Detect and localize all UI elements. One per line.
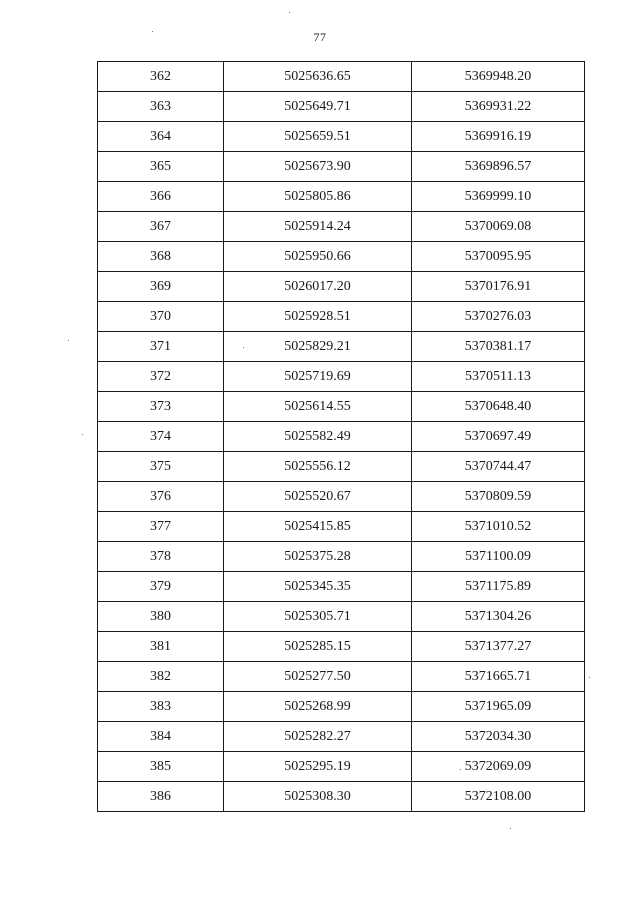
point-number-cell: 372 [98, 362, 224, 392]
y-coordinate-cell: 5369931.22 [412, 92, 585, 122]
y-coordinate-cell: 5369999.10 [412, 182, 585, 212]
scan-speck [152, 31, 153, 32]
table-body [98, 62, 585, 812]
y-coordinate-cell: 5370069.08 [412, 212, 585, 242]
y-coordinate-cell: 5371100.09 [412, 542, 585, 572]
y-coordinate-cell: 5371377.27 [412, 632, 585, 662]
table-row [98, 362, 585, 392]
y-coordinate-cell: 5369948.20 [412, 62, 585, 92]
x-coordinate-cell: 5025345.35 [224, 572, 412, 602]
point-number-cell: 363 [98, 92, 224, 122]
point-number-cell: 365 [98, 152, 224, 182]
y-coordinate-cell: 5370744.47 [412, 452, 585, 482]
point-number-cell: 385 [98, 752, 224, 782]
y-coordinate-cell: 5371965.09 [412, 692, 585, 722]
y-coordinate-cell: 5372069.09 [412, 752, 585, 782]
y-coordinate-cell: 5371665.71 [412, 662, 585, 692]
y-coordinate-cell: 5369896.57 [412, 152, 585, 182]
point-number-cell: 373 [98, 392, 224, 422]
x-coordinate-cell: 5025928.51 [224, 302, 412, 332]
x-coordinate-cell: 5025375.28 [224, 542, 412, 572]
x-coordinate-cell: 5025282.27 [224, 722, 412, 752]
scan-speck [243, 347, 244, 348]
x-coordinate-cell: 5025636.65 [224, 62, 412, 92]
point-number-cell: 378 [98, 542, 224, 572]
table-row [98, 302, 585, 332]
table-row [98, 62, 585, 92]
table-row [98, 272, 585, 302]
point-number-cell: 368 [98, 242, 224, 272]
point-number-cell: 367 [98, 212, 224, 242]
point-number-cell: 379 [98, 572, 224, 602]
table-row [98, 722, 585, 752]
x-coordinate-cell: 5025582.49 [224, 422, 412, 452]
x-coordinate-cell: 5025950.66 [224, 242, 412, 272]
y-coordinate-cell: 5371304.26 [412, 602, 585, 632]
table-row [98, 242, 585, 272]
x-coordinate-cell: 5025295.19 [224, 752, 412, 782]
coordinates-table [97, 61, 585, 812]
point-number-cell: 375 [98, 452, 224, 482]
point-number-cell: 382 [98, 662, 224, 692]
y-coordinate-cell: 5370809.59 [412, 482, 585, 512]
table-row [98, 782, 585, 812]
point-number-cell: 380 [98, 602, 224, 632]
point-number-cell: 369 [98, 272, 224, 302]
y-coordinate-cell: 5371010.52 [412, 512, 585, 542]
point-number-cell: 364 [98, 122, 224, 152]
y-coordinate-cell: 5372034.30 [412, 722, 585, 752]
x-coordinate-cell: 5025520.67 [224, 482, 412, 512]
table-row [98, 452, 585, 482]
point-number-cell: 386 [98, 782, 224, 812]
y-coordinate-cell: 5371175.89 [412, 572, 585, 602]
y-coordinate-cell: 5370095.95 [412, 242, 585, 272]
x-coordinate-cell: 5025659.51 [224, 122, 412, 152]
x-coordinate-cell: 5025673.90 [224, 152, 412, 182]
y-coordinate-cell: 5370697.49 [412, 422, 585, 452]
table-row [98, 512, 585, 542]
point-number-cell: 381 [98, 632, 224, 662]
scan-speck [589, 677, 590, 678]
x-coordinate-cell: 5025719.69 [224, 362, 412, 392]
table-row [98, 422, 585, 452]
scan-speck [68, 340, 69, 341]
point-number-cell: 384 [98, 722, 224, 752]
point-number-cell: 362 [98, 62, 224, 92]
point-number-cell: 366 [98, 182, 224, 212]
x-coordinate-cell: 5025649.71 [224, 92, 412, 122]
y-coordinate-cell: 5370276.03 [412, 302, 585, 332]
x-coordinate-cell: 5025415.85 [224, 512, 412, 542]
page-number: 77 [313, 30, 327, 44]
point-number-cell: 370 [98, 302, 224, 332]
x-coordinate-cell: 5025914.24 [224, 212, 412, 242]
y-coordinate-cell: 5370511.13 [412, 362, 585, 392]
table-row [98, 212, 585, 242]
y-coordinate-cell: 5370648.40 [412, 392, 585, 422]
x-coordinate-cell: 5025614.55 [224, 392, 412, 422]
table-row [98, 662, 585, 692]
table-row [98, 692, 585, 722]
point-number-cell: 374 [98, 422, 224, 452]
table-row [98, 602, 585, 632]
table-row [98, 392, 585, 422]
x-coordinate-cell: 5025305.71 [224, 602, 412, 632]
x-coordinate-cell: 5025805.86 [224, 182, 412, 212]
point-number-cell: 377 [98, 512, 224, 542]
table-row [98, 572, 585, 602]
y-coordinate-cell: 5370381.17 [412, 332, 585, 362]
scan-speck [510, 828, 511, 829]
table-row [98, 152, 585, 182]
x-coordinate-cell: 5025277.50 [224, 662, 412, 692]
x-coordinate-cell: 5025285.15 [224, 632, 412, 662]
table-row [98, 542, 585, 572]
scan-speck [460, 769, 461, 770]
table-row [98, 92, 585, 122]
table-row [98, 632, 585, 662]
point-number-cell: 376 [98, 482, 224, 512]
table-row [98, 182, 585, 212]
x-coordinate-cell: 5025268.99 [224, 692, 412, 722]
x-coordinate-cell: 5025829.21 [224, 332, 412, 362]
y-coordinate-cell: 5372108.00 [412, 782, 585, 812]
x-coordinate-cell: 5025308.30 [224, 782, 412, 812]
table-row [98, 332, 585, 362]
table-row [98, 752, 585, 782]
y-coordinate-cell: 5369916.19 [412, 122, 585, 152]
scan-speck [289, 12, 290, 13]
point-number-cell: 371 [98, 332, 224, 362]
x-coordinate-cell: 5025556.12 [224, 452, 412, 482]
point-number-cell: 383 [98, 692, 224, 722]
scan-speck [82, 434, 83, 435]
table-row [98, 122, 585, 152]
y-coordinate-cell: 5370176.91 [412, 272, 585, 302]
x-coordinate-cell: 5026017.20 [224, 272, 412, 302]
table-row [98, 482, 585, 512]
